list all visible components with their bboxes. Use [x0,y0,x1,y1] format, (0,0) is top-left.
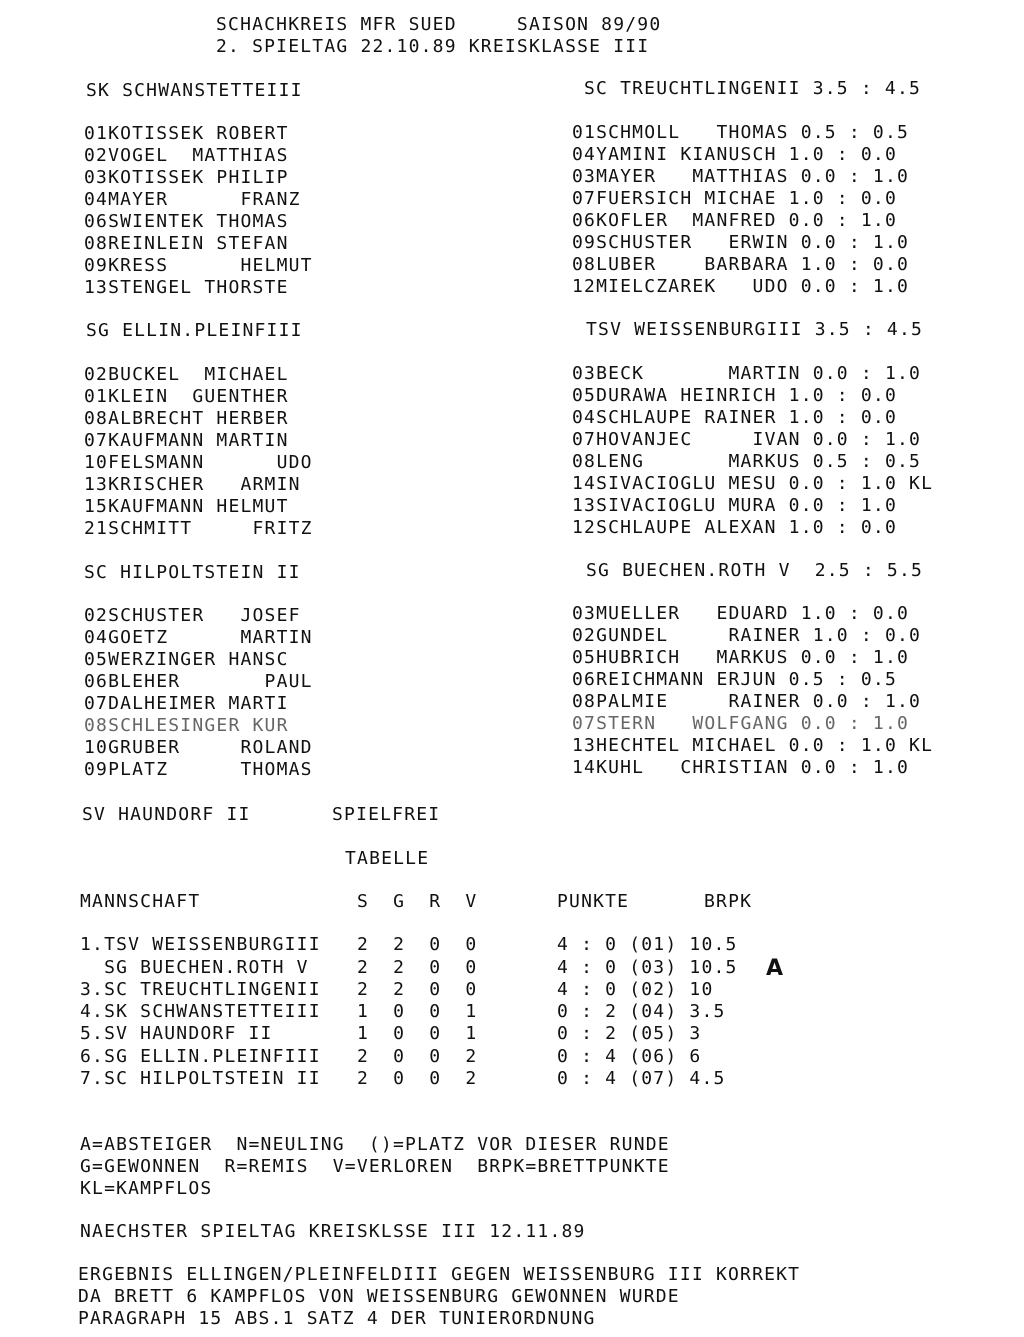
away-player-result: 01SCHMOLL THOMAS 0.5 : 0.5 [572,122,910,143]
table-stats: 2 2 0 0 [357,957,478,978]
home-player: 06SWIENTEK THOMAS [84,211,289,232]
table-header-points: PUNKTE [557,891,630,912]
match-2-home-team: SG ELLIN.PLEINFIII [86,320,303,341]
home-player: 04GOETZ MARTIN [84,627,313,648]
legend-line-3: KL=KAMPFLOS [80,1178,213,1199]
table-stats: 2 0 0 2 [357,1046,478,1067]
away-player-result: 02GUNDEL RAINER 1.0 : 0.0 [572,625,922,646]
away-player-result: 12SCHLAUPE ALEXAN 1.0 : 0.0 [572,517,897,538]
away-player-result: 06REICHMANN ERJUN 0.5 : 0.5 [572,669,897,690]
match-3-away-result: SG BUECHEN.ROTH V 2.5 : 5.5 [586,560,924,581]
home-player: 07DALHEIMER MARTI [84,693,289,714]
table-points: 0 : 4 (06) 6 [557,1046,702,1067]
home-player: 13STENGEL THORSTE [84,277,289,298]
table-stats: 1 0 0 1 [357,1023,478,1044]
away-player-result: 04SCHLAUPE RAINER 1.0 : 0.0 [572,407,897,428]
table-points: 0 : 2 (04) 3.5 [557,1001,726,1022]
away-player-result: 06KOFLER MANFRED 0.0 : 1.0 [572,210,897,231]
bye-label: SPIELFREI [332,804,441,825]
home-player: 01KOTISSEK ROBERT [84,123,289,144]
table-points: 4 : 0 (02) 10 [557,979,714,1000]
table-team: 6.SG ELLIN.PLEINFIII [80,1046,321,1067]
note-line-2: DA BRETT 6 KAMPFLOS VON WEISSENBURG GEWONNEN WURDE [78,1286,680,1307]
away-player-result: 08LENG MARKUS 0.5 : 0.5 [572,451,922,472]
table-team: 4.SK SCHWANSTETTEIII [80,1001,321,1022]
home-player: 02VOGEL MATTHIAS [84,145,289,166]
home-player: 05WERZINGER HANSC [84,649,289,670]
table-team: 3.SC TREUCHTLINGENII [80,979,321,1000]
table-title: TABELLE [345,848,430,869]
away-player-result: 13SIVACIOGLU MURA 0.0 : 1.0 [572,495,897,516]
table-points: 4 : 0 (03) 10.5 [557,957,738,978]
header-line-2: 2. SPIELTAG 22.10.89 KREISKLASSE III [216,36,650,57]
bye-team: SV HAUNDORF II [82,804,251,825]
home-player: 08SCHLESINGER KUR [84,715,289,736]
table-points: 4 : 0 (01) 10.5 [557,934,738,955]
next-matchday: NAECHSTER SPIELTAG KREISKLSSE III 12.11.89 [80,1221,586,1242]
handwritten-absteiger-mark: A [766,956,784,981]
home-player: 21SCHMITT FRITZ [84,518,313,539]
table-points: 0 : 4 (07) 4.5 [557,1068,726,1089]
table-points: 0 : 2 (05) 3 [557,1023,702,1044]
away-player-result: 05DURAWA HEINRICH 1.0 : 0.0 [572,385,897,406]
note-line-3: PARAGRAPH 15 ABS.1 SATZ 4 DER TUNIERORDNUNG [78,1308,596,1329]
table-stats: 2 2 0 0 [357,934,478,955]
away-player-result: 03BECK MARTIN 0.0 : 1.0 [572,363,922,384]
match-3-home-team: SC HILPOLTSTEIN II [84,562,301,583]
home-player: 02SCHUSTER JOSEF [84,605,301,626]
home-player: 08REINLEIN STEFAN [84,233,289,254]
away-player-result: 12MIELCZAREK UDO 0.0 : 1.0 [572,276,910,297]
home-player: 08ALBRECHT HERBER [84,408,289,429]
table-header-team: MANNSCHAFT [80,891,201,912]
table-stats: 2 0 0 2 [357,1068,478,1089]
away-player-result: 14KUHL CHRISTIAN 0.0 : 1.0 [572,757,910,778]
legend-line-1: A=ABSTEIGER N=NEULING ()=PLATZ VOR DIESER RUNDE [80,1134,670,1155]
away-player-result: 07STERN WOLFGANG 0.0 : 1.0 [572,713,910,734]
table-team: SG BUECHEN.ROTH V [80,957,309,978]
home-player: 09KRESS HELMUT [84,255,313,276]
away-player-result: 07HOVANJEC IVAN 0.0 : 1.0 [572,429,922,450]
legend-line-2: G=GEWONNEN R=REMIS V=VERLOREN BRPK=BRETTPUNKTE [80,1156,670,1177]
home-player: 09PLATZ THOMAS [84,759,313,780]
away-player-result: 03MAYER MATTHIAS 0.0 : 1.0 [572,166,910,187]
away-player-result: 04YAMINI KIANUSCH 1.0 : 0.0 [572,144,897,165]
home-player: 04MAYER FRANZ [84,189,301,210]
table-team: 5.SV HAUNDORF II [80,1023,273,1044]
header-line-1: SCHACHKREIS MFR SUED SAISON 89/90 [216,14,662,35]
table-team: 1.TSV WEISSENBURGIII [80,934,321,955]
away-player-result: 08PALMIE RAINER 0.0 : 1.0 [572,691,922,712]
match-1-home-team: SK SCHWANSTETTEIII [86,80,303,101]
away-player-result: 05HUBRICH MARKUS 0.0 : 1.0 [572,647,910,668]
table-stats: 2 2 0 0 [357,979,478,1000]
note-line-1: ERGEBNIS ELLINGEN/PLEINFELDIII GEGEN WEISSENBURG III KORREKT [78,1264,801,1285]
home-player: 13KRISCHER ARMIN [84,474,301,495]
away-player-result: 14SIVACIOGLU MESU 0.0 : 1.0 KL [572,473,934,494]
home-player: 10GRUBER ROLAND [84,737,313,758]
away-player-result: 03MUELLER EDUARD 1.0 : 0.0 [572,603,910,624]
home-player: 07KAUFMANN MARTIN [84,430,289,451]
table-header-brpk: BRPK [704,891,753,912]
home-player: 01KLEIN GUENTHER [84,386,289,407]
home-player: 03KOTISSEK PHILIP [84,167,289,188]
match-1-away-result: SC TREUCHTLINGENII 3.5 : 4.5 [584,78,922,99]
table-stats: 1 0 0 1 [357,1001,478,1022]
match-2-away-result: TSV WEISSENBURGIII 3.5 : 4.5 [586,319,924,340]
away-player-result: 08LUBER BARBARA 1.0 : 0.0 [572,254,910,275]
away-player-result: 13HECHTEL MICHAEL 0.0 : 1.0 KL [572,735,934,756]
table-header-stats: S G R V [357,891,478,912]
home-player: 10FELSMANN UDO [84,452,313,473]
home-player: 02BUCKEL MICHAEL [84,364,289,385]
table-team: 7.SC HILPOLTSTEIN II [80,1068,321,1089]
home-player: 15KAUFMANN HELMUT [84,496,289,517]
away-player-result: 09SCHUSTER ERWIN 0.0 : 1.0 [572,232,910,253]
home-player: 06BLEHER PAUL [84,671,313,692]
away-player-result: 07FUERSICH MICHAE 1.0 : 0.0 [572,188,897,209]
